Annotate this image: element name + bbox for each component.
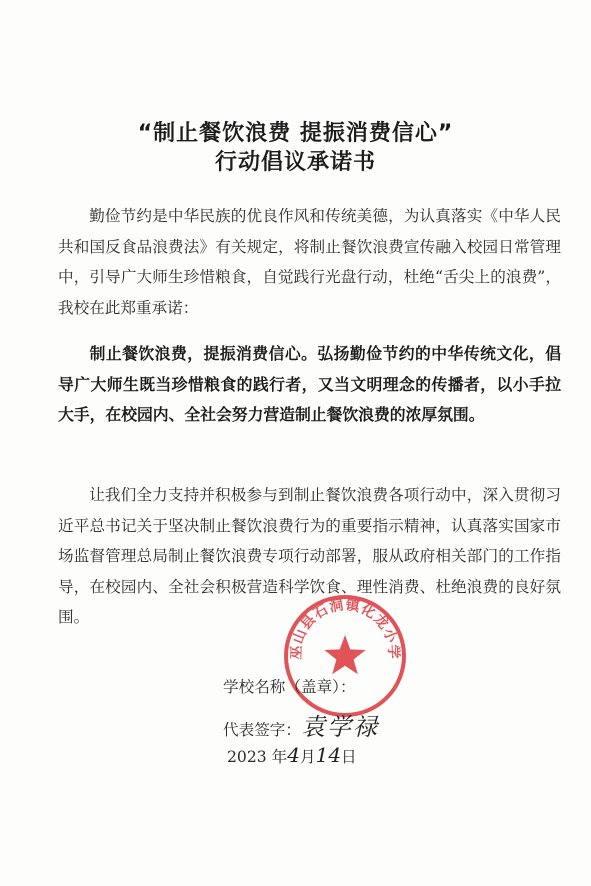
date-month-unit: 月 [299,748,316,766]
paragraph-intro: 勤俭节约是中华民族的优良作风和传统美德，为认真落实《中华人民共和国反食品浪费法》有关规定，将制止餐饮浪费宣传融入校园日常管理中，引导广大师生珍惜粮食，自觉践行光盘行动，杜绝“舌尖上的浪费”，我校在此郑重承诺： [58,207,561,317]
representative-line [223,707,379,742]
date-year: 2023 年 [227,748,288,766]
document-title-line1: “制止餐饮浪费 提振消费信心” [137,121,454,146]
date-day: 14 [315,743,342,767]
paragraph-action: 让我们全力支持并积极参与到制止餐饮浪费各项行动中，深入贯彻习近平总书记关于坚决制止餐饮浪费行为的重要指示精神，认真落实国家市场监督管理总局制止餐饮浪费专项行动部署，服从政府相关部门的工作指导，在校园内、全社会积极营造科学饮食、理性消费、杜绝浪费的良好氛围。 [58,486,561,626]
school-name-line [223,675,356,697]
school-name-label: 学校名称（盖章）： [223,678,356,696]
representative-label: 代表签字： [223,721,301,739]
representative-signature: 袁学禄 [300,713,379,741]
official-seal [282,593,408,719]
date-month: 4 [287,743,300,767]
seal-text: 巫山县石洞镇化龙小学 [288,597,402,660]
document-title-line2: 行动倡议承诺书 [214,150,376,175]
paragraph-commitment: 制止餐饮浪费，提振消费信心。弘扬勤俭节约的中华传统文化，倡导广大师生既当珍惜粮食的践行者，又当文明理念的传播者，以小手拉大手，在校园内、全社会努力营造制止餐饮浪费的浓厚氛围。 [58,344,561,424]
date-day-unit: 日 [341,748,357,766]
seal-star-icon [324,635,365,674]
date-line [227,743,357,767]
